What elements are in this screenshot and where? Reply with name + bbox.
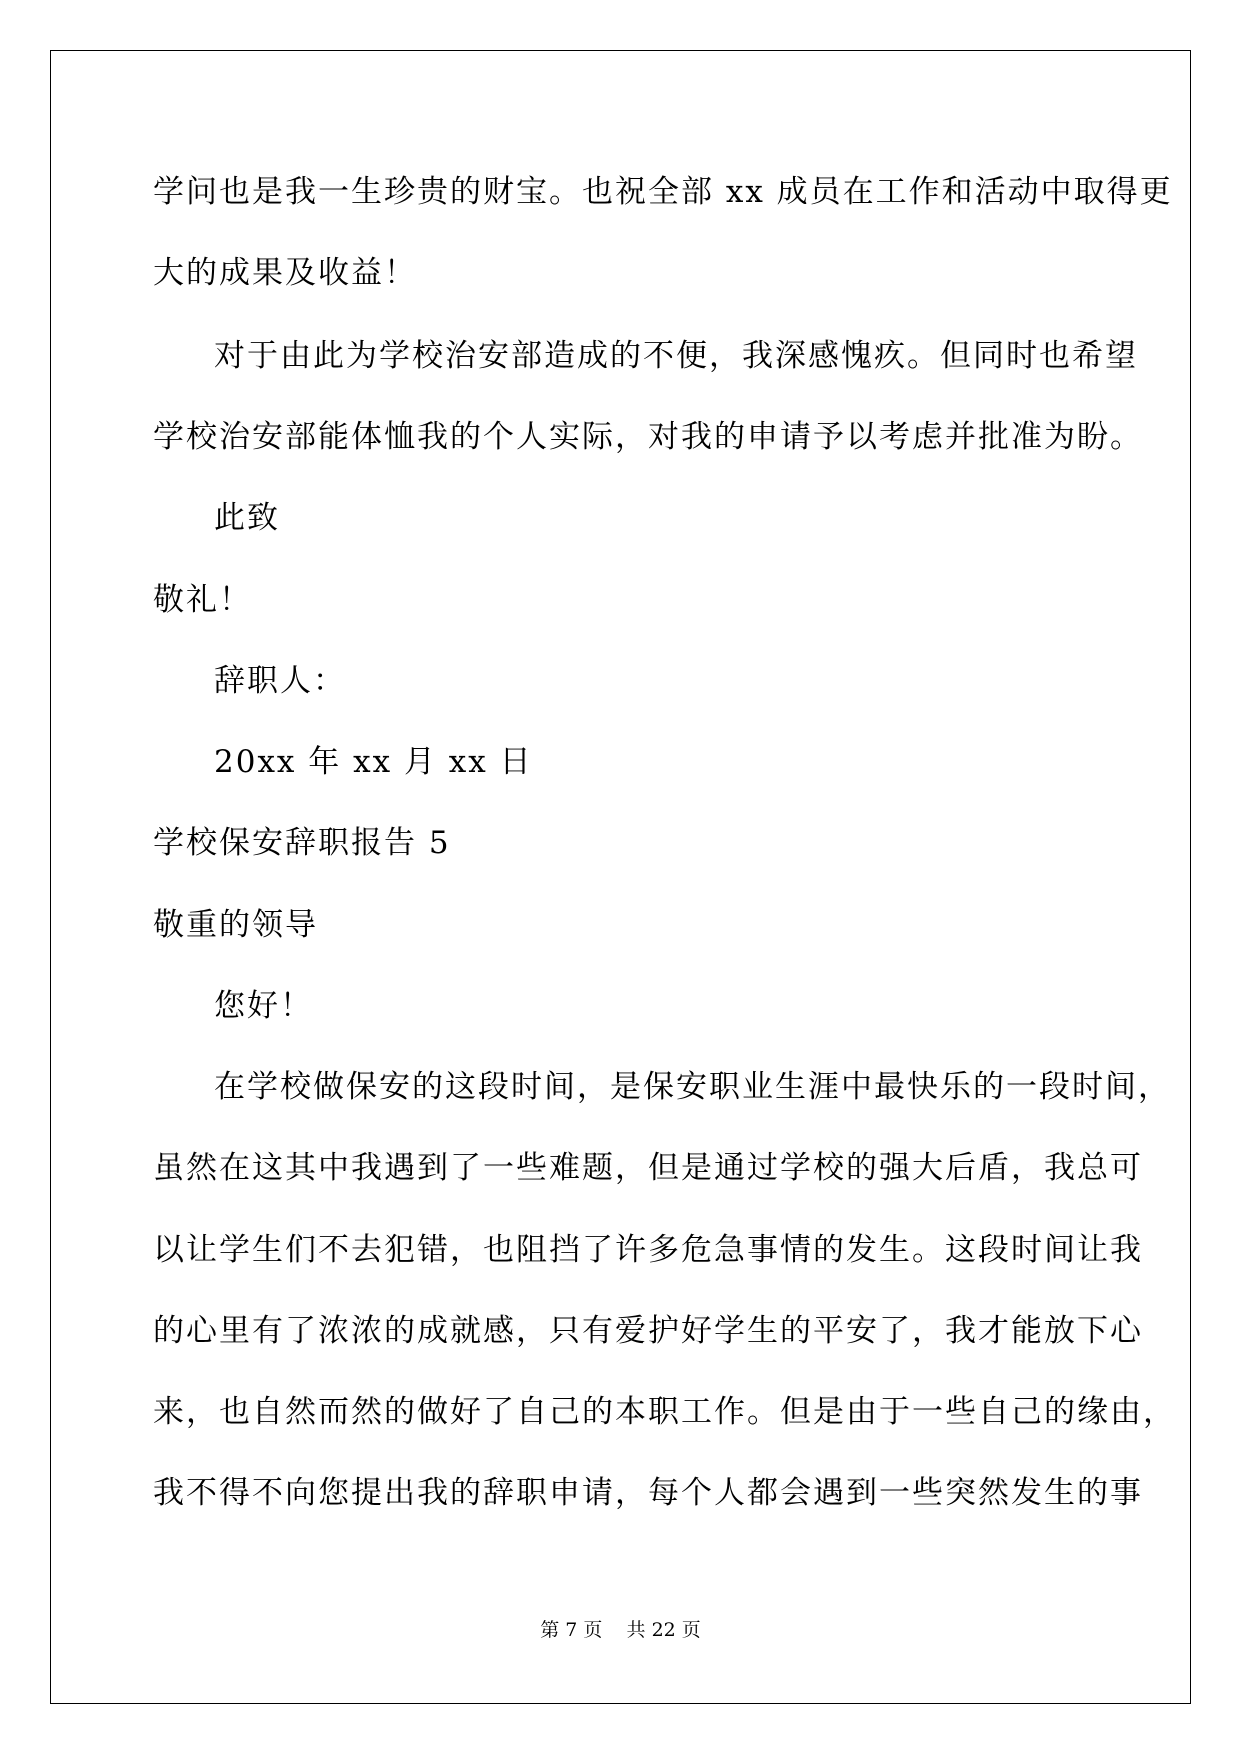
body-line: 对于由此为学校治安部造成的不便，我深感愧疚。但同时也希望 [214,338,1138,374]
signature-line: 辞职人： [214,663,346,699]
salutation-line: 此致 [214,500,280,536]
body-line: 来，也自然而然的做好了自己的本职工作。但是由于一些自己的缘由， [153,1394,1176,1430]
section-title: 学校保安辞职报告 5 [153,825,451,861]
body-line: 在学校做保安的这段时间，是保安职业生涯中最快乐的一段时间， [214,1069,1171,1105]
page-footer: 第 7 页 共 22 页 [540,1619,701,1641]
body-line: 学问也是我一生珍贵的财宝。也祝全部 xx 成员在工作和活动中取得更 [153,174,1173,210]
salutation-line: 敬礼！ [153,582,252,618]
body-line: 我不得不向您提出我的辞职申请，每个人都会遇到一些突然发生的事 [153,1475,1143,1511]
body-line: 的心里有了浓浓的成就感，只有爱护好学生的平安了，我才能放下心 [153,1313,1143,1349]
page-border [50,50,1191,1704]
greeting-line: 您好！ [214,988,313,1024]
date-line: 20xx 年 xx 月 xx 日 [214,744,533,780]
body-line: 以让学生们不去犯错，也阻挡了许多危急事情的发生。这段时间让我 [153,1232,1143,1268]
body-line: 大的成果及收益！ [153,255,417,291]
body-line: 学校治安部能体恤我的个人实际，对我的申请予以考虑并批准为盼。 [153,419,1143,455]
greeting-line: 敬重的领导 [153,907,318,943]
body-line: 虽然在这其中我遇到了一些难题，但是通过学校的强大后盾，我总可 [153,1150,1143,1186]
